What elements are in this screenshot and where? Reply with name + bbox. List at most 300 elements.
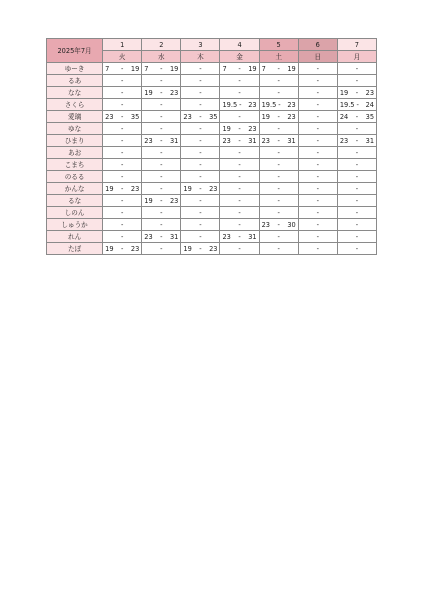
date-header: 5	[259, 39, 298, 51]
table-row	[47, 207, 377, 219]
shift-cell: 7 - 19	[103, 63, 142, 75]
shift-cell	[259, 123, 298, 135]
day-off-mark: -	[277, 184, 280, 193]
shift-start: 7	[222, 64, 227, 73]
shift-cell: 23 - 35	[181, 111, 220, 123]
shift-start: 23	[261, 136, 270, 145]
shift-end: 19	[130, 64, 140, 73]
date-header: 1	[103, 39, 142, 51]
day-off-mark: -	[121, 148, 124, 157]
shift-cell	[259, 87, 298, 99]
day-off-mark: -	[355, 172, 359, 181]
day-off-mark: -	[199, 172, 202, 181]
day-off-mark: -	[355, 148, 359, 157]
shift-cell	[298, 87, 337, 99]
shift-end: 24	[365, 100, 374, 109]
date-header: 7	[337, 39, 376, 51]
shift-cell: 19 - 23	[103, 183, 142, 195]
day-off-mark: -	[238, 184, 241, 193]
day-off-mark: -	[277, 244, 280, 253]
day-off-mark: -	[277, 208, 280, 217]
day-off-mark: -	[121, 196, 124, 205]
day-off-mark: -	[355, 160, 359, 169]
shift-cell	[220, 243, 259, 255]
shift-cell	[259, 207, 298, 219]
shift-cell	[181, 75, 220, 87]
shift-cell	[298, 207, 337, 219]
shift-cell	[337, 243, 376, 255]
day-off-mark: -	[277, 172, 280, 181]
weekday-header: 木	[181, 51, 220, 63]
shift-cell	[142, 159, 181, 171]
shift-cell	[103, 135, 142, 147]
weekday-header: 日	[298, 51, 337, 63]
day-off-mark: -	[160, 220, 163, 229]
shift-cell: 23 - 31	[259, 135, 298, 147]
day-off-mark: -	[277, 160, 280, 169]
weekday-header: 水	[142, 51, 181, 63]
day-off-mark: -	[199, 196, 202, 205]
day-off-mark: -	[238, 160, 241, 169]
month-label: 2025年7月	[47, 39, 103, 63]
day-off-mark: -	[160, 100, 163, 109]
shift-end: 23	[209, 184, 218, 193]
day-off-mark: -	[238, 76, 241, 85]
day-off-mark: -	[355, 64, 359, 73]
shift-cell: 19 - 23	[142, 195, 181, 207]
shift-cell	[220, 75, 259, 87]
shift-cell	[337, 219, 376, 231]
day-off-mark: -	[121, 100, 124, 109]
day-off-mark: -	[121, 136, 124, 145]
shift-cell: 24 - 35	[337, 111, 376, 123]
shift-cell	[220, 147, 259, 159]
day-off-mark: -	[316, 76, 319, 85]
shift-cell	[103, 147, 142, 159]
shift-cell	[259, 171, 298, 183]
shift-cell	[259, 75, 298, 87]
day-off-mark: -	[121, 124, 124, 133]
day-off-mark: -	[355, 232, 359, 241]
shift-start: 7	[261, 64, 266, 73]
shift-end: 23	[169, 196, 179, 205]
shift-start: 23	[261, 220, 270, 229]
shift-end: 23	[365, 88, 375, 97]
shift-cell	[103, 207, 142, 219]
table-row	[47, 99, 377, 111]
shift-end: 19	[287, 64, 296, 73]
shift-start: 23	[105, 112, 114, 121]
day-off-mark: -	[316, 232, 319, 241]
shift-cell	[259, 231, 298, 243]
shift-end: 23	[130, 184, 140, 193]
shift-cell	[298, 219, 337, 231]
day-off-mark: -	[199, 76, 202, 85]
shift-cell	[142, 243, 181, 255]
day-off-mark: -	[160, 160, 163, 169]
shift-end: 23	[287, 100, 296, 109]
day-off-mark: -	[238, 172, 241, 181]
shift-cell	[103, 171, 142, 183]
day-off-mark: -	[199, 208, 202, 217]
table-row	[47, 123, 377, 135]
day-off-mark: -	[199, 148, 202, 157]
shift-start: 24	[339, 112, 349, 121]
shift-cell	[298, 111, 337, 123]
shift-cell: 19.5 - 23	[259, 99, 298, 111]
shift-cell	[142, 183, 181, 195]
day-off-mark: -	[199, 88, 202, 97]
table-row	[47, 195, 377, 207]
date-header: 2	[142, 39, 181, 51]
shift-start: 23	[222, 232, 231, 241]
shift-cell	[142, 171, 181, 183]
date-header: 3	[181, 39, 220, 51]
day-off-mark: -	[199, 232, 202, 241]
shift-cell	[298, 195, 337, 207]
shift-start: 19	[105, 184, 114, 193]
shift-cell	[298, 123, 337, 135]
table-row	[47, 243, 377, 255]
shift-end: 35	[209, 112, 218, 121]
staff-name: かんな	[47, 183, 103, 195]
day-off-mark: -	[316, 184, 319, 193]
staff-name: しのん	[47, 207, 103, 219]
shift-cell: 19.5 - 24	[337, 99, 376, 111]
day-off-mark: -	[121, 172, 124, 181]
day-off-mark: -	[160, 124, 163, 133]
shift-cell: 7 - 19	[259, 63, 298, 75]
day-off-mark: -	[316, 220, 319, 229]
shift-cell	[337, 63, 376, 75]
table-row	[47, 231, 377, 243]
shift-cell	[181, 195, 220, 207]
day-off-mark: -	[238, 208, 241, 217]
day-off-mark: -	[121, 232, 124, 241]
shift-cell	[103, 195, 142, 207]
day-off-mark: -	[277, 148, 280, 157]
staff-name: のるる	[47, 171, 103, 183]
shift-cell	[298, 63, 337, 75]
shift-cell	[181, 87, 220, 99]
staff-name: ゆな	[47, 123, 103, 135]
shift-cell	[220, 219, 259, 231]
day-off-mark: -	[316, 136, 319, 145]
day-off-mark: -	[121, 220, 124, 229]
shift-cell	[259, 243, 298, 255]
day-off-mark: -	[238, 244, 241, 253]
shift-cell	[259, 195, 298, 207]
shift-cell	[103, 123, 142, 135]
shift-cell: 7 - 19	[220, 63, 259, 75]
table-row	[47, 111, 377, 123]
day-off-mark: -	[238, 112, 241, 121]
shift-cell	[103, 75, 142, 87]
shift-cell: 19 - 23	[181, 183, 220, 195]
day-off-mark: -	[316, 100, 319, 109]
shift-cell	[298, 171, 337, 183]
table-row	[47, 87, 377, 99]
shift-cell	[298, 99, 337, 111]
day-off-mark: -	[355, 196, 359, 205]
shift-cell	[220, 87, 259, 99]
day-off-mark: -	[199, 64, 202, 73]
shift-end: 23	[248, 124, 257, 133]
shift-cell	[220, 111, 259, 123]
day-off-mark: -	[316, 160, 319, 169]
table-row	[47, 219, 377, 231]
staff-name: れん	[47, 231, 103, 243]
shift-cell	[220, 183, 259, 195]
shift-cell: 19 - 23	[337, 87, 376, 99]
shift-cell	[298, 243, 337, 255]
shift-cell: 19 - 23	[142, 87, 181, 99]
shift-start: 19.5	[339, 100, 355, 109]
shift-end: 31	[248, 136, 257, 145]
shift-end: 31	[169, 232, 179, 241]
staff-name: さくら	[47, 99, 103, 111]
table-row	[47, 159, 377, 171]
shift-end: 31	[248, 232, 257, 241]
shift-cell	[142, 99, 181, 111]
shift-cell	[298, 183, 337, 195]
table-row	[47, 183, 377, 195]
shift-cell	[142, 207, 181, 219]
weekday-header: 月	[337, 51, 376, 63]
shift-cell	[181, 207, 220, 219]
shift-cell: 19 - 23	[181, 243, 220, 255]
day-off-mark: -	[316, 148, 319, 157]
shift-cell	[337, 195, 376, 207]
shift-cell	[337, 183, 376, 195]
shift-start: 23	[144, 232, 153, 241]
shift-cell	[337, 207, 376, 219]
day-off-mark: -	[121, 208, 124, 217]
shift-end: 31	[287, 136, 296, 145]
shift-cell	[103, 87, 142, 99]
day-off-mark: -	[355, 220, 359, 229]
day-off-mark: -	[160, 244, 163, 253]
shift-cell: 19.5 - 23	[220, 99, 259, 111]
shift-cell	[220, 207, 259, 219]
shift-cell	[181, 231, 220, 243]
day-off-mark: -	[121, 76, 124, 85]
shift-end: 31	[365, 136, 375, 145]
shift-cell	[181, 159, 220, 171]
day-off-mark: -	[355, 184, 359, 193]
shift-start: 23	[339, 136, 349, 145]
shift-end: 30	[287, 220, 296, 229]
shift-cell	[103, 99, 142, 111]
shift-cell	[220, 171, 259, 183]
shift-start: 19	[183, 244, 192, 253]
shift-cell	[298, 75, 337, 87]
shift-start: 23	[222, 136, 231, 145]
weekday-header: 金	[220, 51, 259, 63]
shift-table	[46, 38, 377, 255]
shift-cell: 23 - 30	[259, 219, 298, 231]
shift-cell	[181, 147, 220, 159]
shift-start: 23	[183, 112, 192, 121]
shift-table-body	[47, 63, 377, 255]
shift-cell	[298, 159, 337, 171]
shift-end: 23	[287, 112, 296, 121]
shift-start: 19.5	[261, 100, 277, 109]
shift-start: 7	[144, 64, 149, 73]
shift-cell	[142, 111, 181, 123]
shift-schedule	[46, 38, 377, 255]
date-header: 4	[220, 39, 259, 51]
shift-start: 19	[261, 112, 270, 121]
table-row	[47, 171, 377, 183]
day-off-mark: -	[238, 220, 241, 229]
day-off-mark: -	[355, 76, 359, 85]
shift-end: 23	[209, 244, 218, 253]
day-off-mark: -	[277, 124, 280, 133]
day-off-mark: -	[199, 100, 202, 109]
table-row	[47, 147, 377, 159]
shift-cell	[298, 147, 337, 159]
shift-end: 19	[248, 64, 257, 73]
day-off-mark: -	[316, 196, 319, 205]
header-date-row	[47, 39, 377, 51]
shift-cell	[181, 171, 220, 183]
day-off-mark: -	[160, 148, 163, 157]
shift-start: 19	[222, 124, 231, 133]
shift-cell	[337, 171, 376, 183]
shift-cell	[181, 219, 220, 231]
day-off-mark: -	[316, 208, 319, 217]
shift-cell	[142, 123, 181, 135]
staff-name: るな	[47, 195, 103, 207]
day-off-mark: -	[238, 196, 241, 205]
shift-cell	[259, 147, 298, 159]
date-header: 6	[298, 39, 337, 51]
table-row	[47, 75, 377, 87]
shift-cell	[259, 183, 298, 195]
shift-cell: 23 - 31	[220, 231, 259, 243]
shift-cell	[298, 135, 337, 147]
shift-cell	[181, 99, 220, 111]
day-off-mark: -	[316, 244, 319, 253]
shift-start: 19	[183, 184, 192, 193]
shift-cell	[337, 147, 376, 159]
shift-cell	[181, 135, 220, 147]
staff-name: なな	[47, 87, 103, 99]
staff-name: こまち	[47, 159, 103, 171]
shift-cell	[181, 63, 220, 75]
day-off-mark: -	[355, 124, 359, 133]
day-off-mark: -	[160, 184, 163, 193]
staff-name: しゅうか	[47, 219, 103, 231]
shift-end: 23	[248, 100, 257, 109]
staff-name: るあ	[47, 75, 103, 87]
shift-cell: 23 - 35	[103, 111, 142, 123]
shift-cell	[181, 123, 220, 135]
shift-cell	[337, 159, 376, 171]
day-off-mark: -	[160, 112, 163, 121]
shift-cell	[142, 75, 181, 87]
day-off-mark: -	[277, 196, 280, 205]
shift-cell	[103, 159, 142, 171]
shift-end: 19	[169, 64, 179, 73]
shift-end: 31	[169, 136, 179, 145]
staff-name: 愛璃	[47, 111, 103, 123]
day-off-mark: -	[160, 76, 163, 85]
shift-start: 19	[105, 244, 114, 253]
day-off-mark: -	[355, 244, 359, 253]
shift-end: 35	[365, 112, 375, 121]
shift-cell	[103, 219, 142, 231]
weekday-header: 土	[259, 51, 298, 63]
shift-cell: 23 - 31	[142, 135, 181, 147]
staff-name: ひまり	[47, 135, 103, 147]
shift-cell: 19 - 23	[220, 123, 259, 135]
shift-cell: 7 - 19	[142, 63, 181, 75]
day-off-mark: -	[316, 172, 319, 181]
day-off-mark: -	[199, 160, 202, 169]
shift-cell	[220, 195, 259, 207]
day-off-mark: -	[121, 160, 124, 169]
day-off-mark: -	[199, 124, 202, 133]
day-off-mark: -	[277, 88, 280, 97]
day-off-mark: -	[316, 124, 319, 133]
day-off-mark: -	[199, 220, 202, 229]
day-off-mark: -	[277, 76, 280, 85]
day-off-mark: -	[199, 136, 202, 145]
staff-name: ゆーき	[47, 63, 103, 75]
day-off-mark: -	[238, 148, 241, 157]
shift-cell	[103, 231, 142, 243]
shift-start: 19	[144, 196, 153, 205]
shift-cell: 23 - 31	[142, 231, 181, 243]
day-off-mark: -	[160, 172, 163, 181]
shift-end: 23	[130, 244, 140, 253]
shift-start: 19.5	[222, 100, 238, 109]
shift-cell: 23 - 31	[337, 135, 376, 147]
shift-cell	[337, 231, 376, 243]
shift-cell: 19 - 23	[103, 243, 142, 255]
shift-end: 35	[130, 112, 140, 121]
shift-cell: 23 - 31	[220, 135, 259, 147]
day-off-mark: -	[355, 208, 359, 217]
shift-start: 23	[144, 136, 153, 145]
weekday-header: 火	[103, 51, 142, 63]
shift-start: 19	[339, 88, 349, 97]
shift-cell	[220, 159, 259, 171]
day-off-mark: -	[316, 64, 319, 73]
shift-cell	[142, 219, 181, 231]
staff-name: たぼ	[47, 243, 103, 255]
shift-cell: 19 - 23	[259, 111, 298, 123]
table-row	[47, 63, 377, 75]
shift-start: 19	[144, 88, 153, 97]
day-off-mark: -	[238, 88, 241, 97]
day-off-mark: -	[277, 232, 280, 241]
shift-start: 7	[105, 64, 110, 73]
shift-cell	[259, 159, 298, 171]
shift-end: 23	[169, 88, 179, 97]
shift-cell	[337, 123, 376, 135]
day-off-mark: -	[160, 208, 163, 217]
table-row	[47, 135, 377, 147]
shift-cell	[298, 231, 337, 243]
shift-cell	[142, 147, 181, 159]
day-off-mark: -	[316, 88, 319, 97]
day-off-mark: -	[121, 88, 124, 97]
staff-name: あお	[47, 147, 103, 159]
shift-cell	[337, 75, 376, 87]
